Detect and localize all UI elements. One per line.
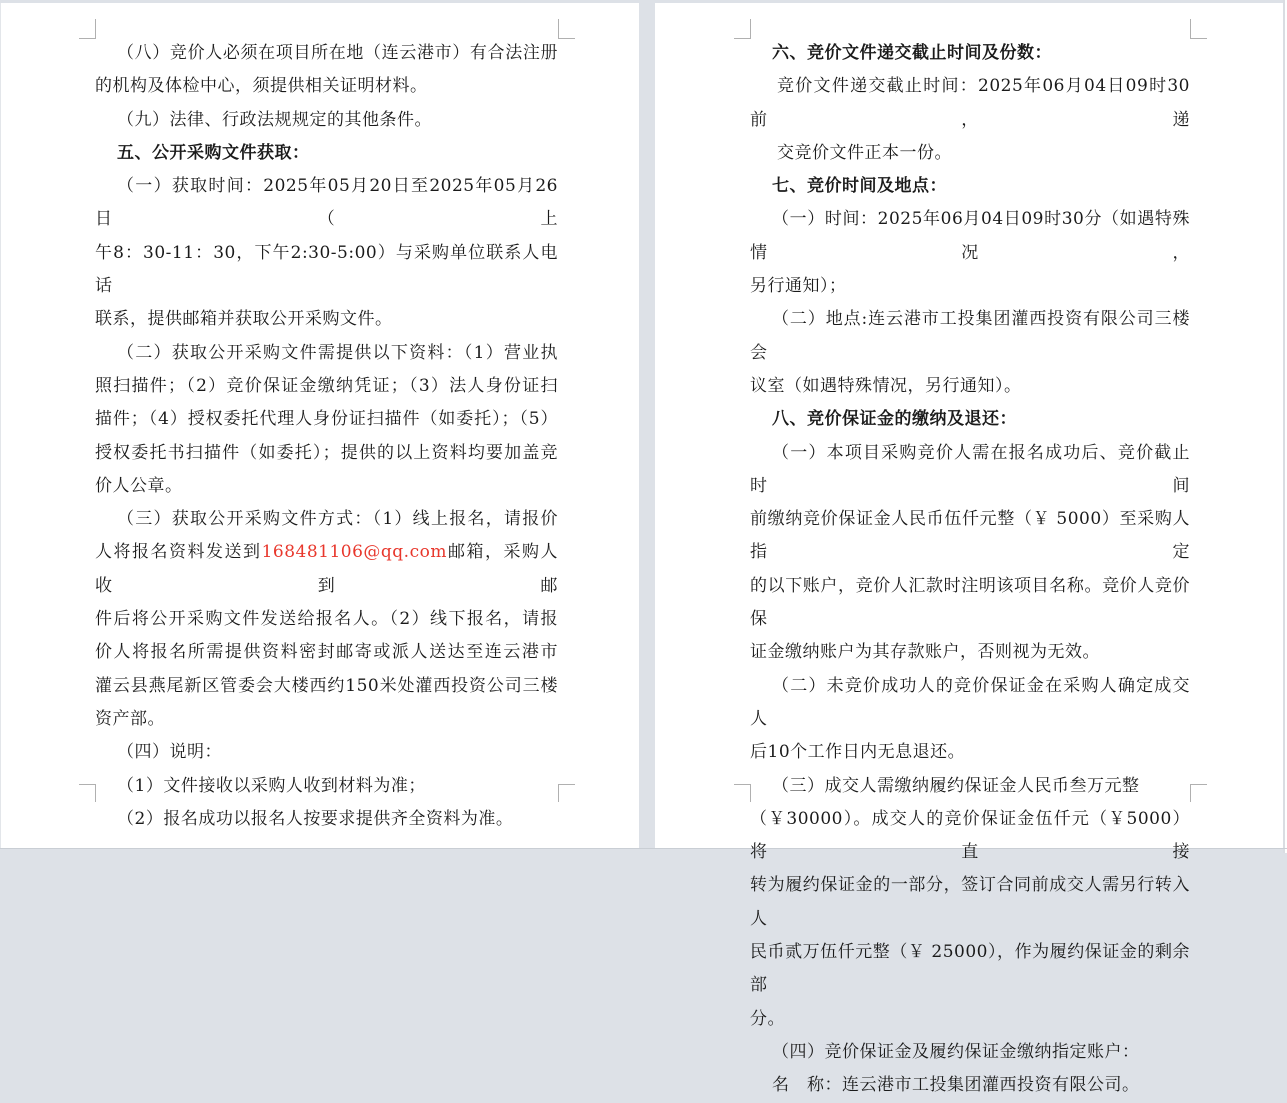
text-line [750,803,1190,870]
text-line [95,703,558,736]
text-run: 件后将公开采购文件发送给报名人。（2）线下报名，请报 [95,609,558,630]
text-run: 六、竞价文件递交截止时间及份数： [772,43,1052,63]
text-line [95,503,558,536]
text-run: 的机构及体检中心，须提供相关证明材料。 [95,76,428,97]
text-run: 交竞价文件正本一份。 [777,142,952,163]
document-text-column-2[interactable] [750,37,1190,1103]
text-line [95,470,558,503]
margin-crop-mark-top-right-p1 [558,19,575,39]
text-run: 描件；（4）授权委托代理人身份证扫描件（如委托）；（5） [95,409,558,430]
text-line [750,203,1190,270]
text-line [750,1069,1190,1102]
text-run: 证金缴纳账户为其存款账户，否则视为无效。 [750,642,1100,663]
text-run: （2）报名成功以报名人按要求提供齐全资料为准。 [117,808,514,829]
margin-crop-mark-top-right-p2 [1190,19,1207,39]
text-line [95,636,558,669]
text-line [750,70,1190,137]
text-run: （二）地点:连云港市工投集团灌西投资有限公司三楼会 [750,309,1190,363]
margin-crop-mark-bottom-right-p1 [558,784,575,802]
text-line [750,1003,1190,1036]
text-run: 转为履约保证金的一部分，签订合同前成交人需另行转入人 [750,875,1190,929]
text-run: （二）未竞价成功人的竞价保证金在采购人确定成交人 [750,675,1190,729]
text-line [95,670,558,703]
text-run: （八）竞价人必须在项目所在地（连云港市）有合法注册 [117,43,558,63]
text-line [95,337,558,370]
document-text-column-1[interactable] [95,37,558,836]
text-run: 灌云县燕尾新区管委会大楼西约150米处灌西投资公司三楼 [95,675,558,696]
text-line [750,736,1190,769]
text-run: （一）本项目采购竞价人需在报名成功后、竞价截止时间 [750,442,1190,496]
text-line [750,770,1190,803]
text-line [750,437,1190,504]
section-heading-line [95,137,558,170]
text-run: 八、竞价保证金的缴纳及退还： [772,409,1017,430]
text-line [95,403,558,436]
text-line [750,503,1190,570]
text-line [750,670,1190,737]
text-run: 价人公章。 [95,475,183,496]
text-line [750,869,1190,936]
text-run: （一）获取时间：2025年05月20日至2025年05月26日（上 [95,176,558,230]
text-line [750,270,1190,303]
text-run: 午8：30-11：30，下午2:30-5:00）与采购单位联系人电话 [95,242,558,297]
text-line [750,303,1190,370]
text-run: 名 称：连云港市工投集团灌西投资有限公司。 [772,1075,1140,1096]
text-run: （四）说明： [117,742,222,763]
text-run: 另行通知）； [750,276,847,297]
section-heading-line [750,170,1190,203]
text-run: （三）成交人需缴纳履约保证金人民币叁万元整 [772,775,1140,796]
margin-crop-mark-bottom-left-p2 [734,784,751,802]
text-run: （三）获取公开采购文件方式：（1）线上报名，请报价 [117,509,558,530]
text-line [95,803,558,836]
text-run: 民币贰万伍仟元整（￥ 25000），作为履约保证金的剩余部 [750,942,1190,996]
text-line [95,70,558,103]
text-run: 的以下账户，竞价人汇款时注明该项目名称。竞价人竞价保 [750,575,1190,630]
section-heading-line [750,37,1190,70]
text-line [95,370,558,403]
text-line [95,237,558,304]
text-line [750,137,1190,170]
text-run: 分。 [750,1008,785,1029]
text-run: 授权委托书扫描件（如委托）；提供的以上资料均要加盖竞 [95,442,558,463]
text-run: 联系，提供邮箱并获取公开采购文件。 [95,309,393,330]
margin-crop-mark-bottom-right-p2 [1190,784,1207,802]
text-run: （四）竞价保证金及履约保证金缴纳指定账户： [772,1041,1140,1062]
text-line [95,37,558,70]
text-run: 竞价文件递交截止时间：2025年06月04日09时30前，递 [750,76,1190,130]
text-line [95,736,558,769]
text-line [750,636,1190,669]
text-run: 资产部。 [95,708,165,729]
text-run: （￥30000）。成交人的竞价保证金伍仟元（￥5000）将直接 [750,808,1190,863]
margin-crop-mark-top-left-p2 [734,19,751,39]
text-line [95,170,558,237]
text-run: 邮箱，采购人收到邮 [95,542,559,596]
text-run: 七、竞价时间及地点： [772,176,947,197]
text-run: 五、公开采购文件获取： [117,142,310,163]
text-run: （一）时间：2025年06月04日09时30分（如遇特殊情况， [750,209,1190,263]
text-line [95,770,558,803]
text-run: 价人将报名所需提供资料密封邮寄或派人送达至连云港市 [95,642,558,663]
text-line [95,303,558,336]
section-heading-line [750,403,1190,436]
text-run: （九）法律、行政法规规定的其他条件。 [117,109,432,130]
text-line [95,104,558,137]
text-run: 人将报名资料发送到 [95,542,262,563]
text-line [750,1036,1190,1069]
text-line [95,536,558,603]
text-line [95,603,558,636]
text-run: （二）获取公开采购文件需提供以下资料：（1）营业执 [117,342,558,363]
text-run: 后10个工作日内无息退还。 [750,742,966,763]
text-line [95,437,558,470]
text-run: （1）文件接收以采购人收到材料为准； [117,775,426,796]
text-run: 前缴纳竞价保证金人民币伍仟元整（￥ 5000）至采购人指定 [750,509,1190,563]
margin-crop-mark-bottom-left-p1 [79,784,96,802]
text-line [750,570,1190,637]
text-run: 议室（如遇特殊情况，另行通知）。 [750,375,1022,396]
text-run: 照扫描件；（2）竞价保证金缴纳凭证；（3）法人身份证扫 [95,375,558,396]
margin-crop-mark-top-left-p1 [79,19,96,39]
email-address[interactable]: 168481106@qq.com [261,542,447,563]
text-line [750,936,1190,1003]
text-line [750,370,1190,403]
